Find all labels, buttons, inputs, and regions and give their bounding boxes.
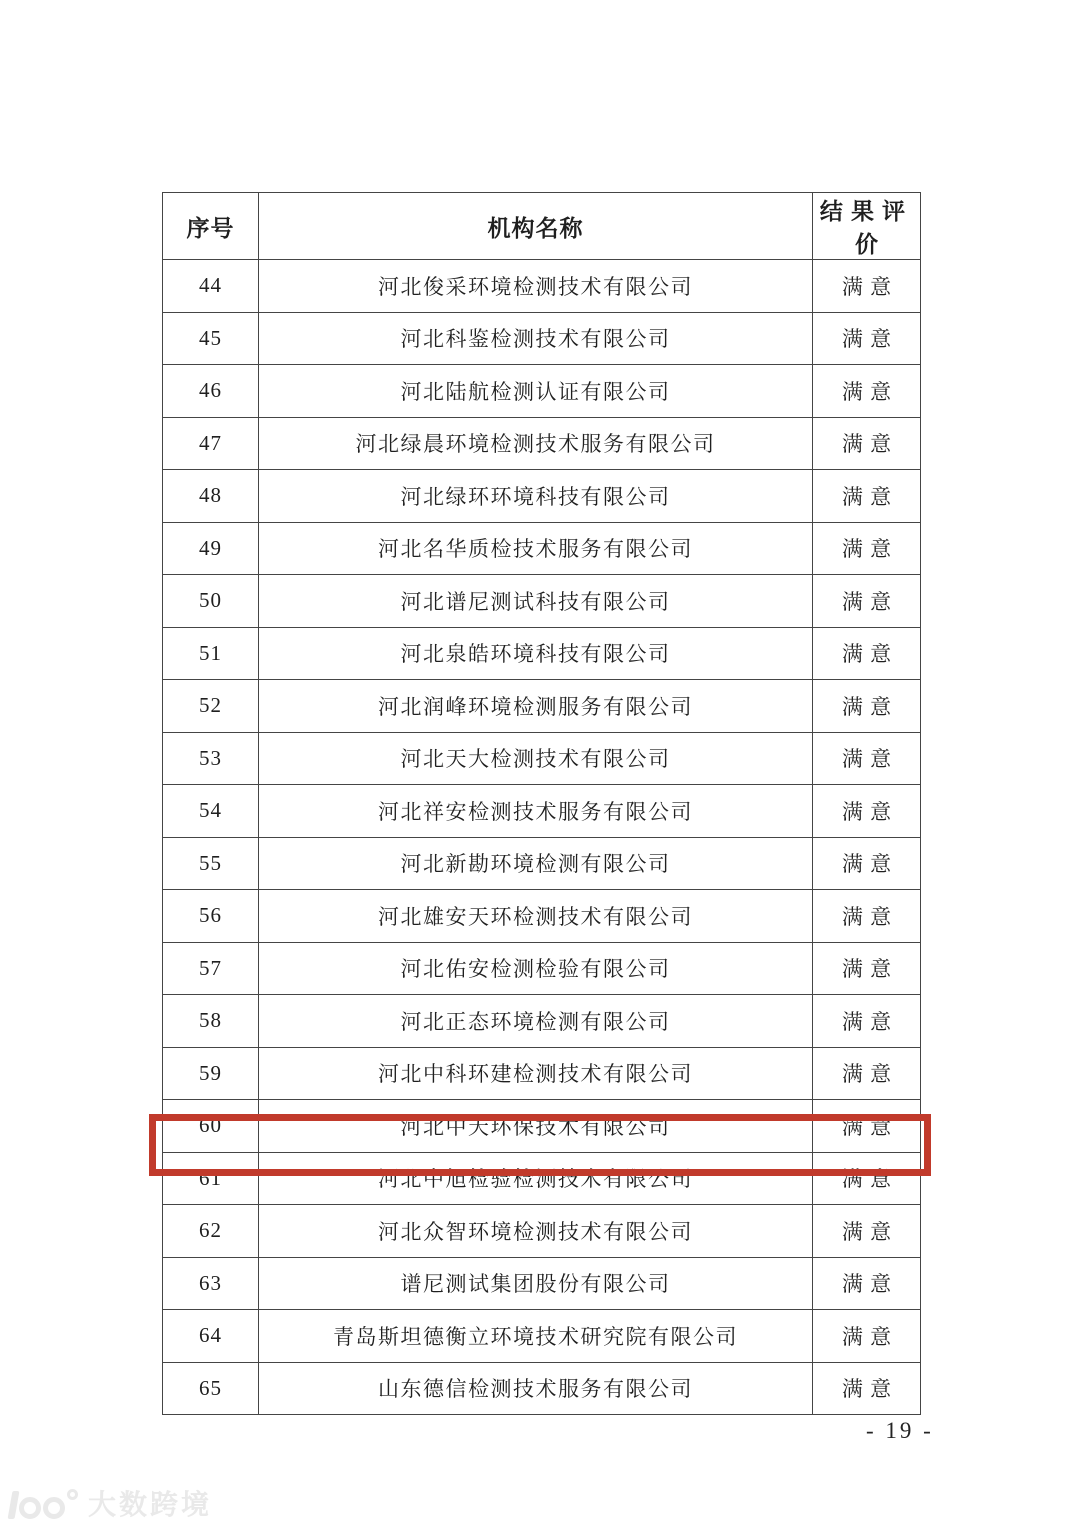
cell-institution-name xyxy=(259,1047,813,1100)
cell-result-evaluation xyxy=(813,1047,921,1100)
table-row xyxy=(163,1152,921,1205)
result-evaluation-text: 满意 xyxy=(841,589,899,614)
cell-result-evaluation xyxy=(813,890,921,943)
cell-institution-name xyxy=(259,627,813,680)
cell-institution-name xyxy=(259,260,813,313)
cell-serial-number: 45 xyxy=(163,312,259,365)
cell-institution-name xyxy=(259,890,813,943)
cell-result-evaluation xyxy=(813,680,921,733)
cell-result-evaluation xyxy=(813,1100,921,1153)
cell-institution-name xyxy=(259,1362,813,1415)
table-row xyxy=(163,417,921,470)
result-evaluation-text: 满意 xyxy=(841,642,899,667)
table-header-row xyxy=(163,193,921,260)
table-row xyxy=(163,470,921,523)
cell-serial-number: 58 xyxy=(163,995,259,1048)
institution-name-text: 山东德信检测技术服务有限公司 xyxy=(378,1377,693,1402)
cell-institution-name xyxy=(259,575,813,628)
cell-institution-name xyxy=(259,417,813,470)
cell-serial-number: 59 xyxy=(163,1047,259,1100)
table-row xyxy=(163,942,921,995)
cell-institution-name xyxy=(259,1100,813,1153)
cell-serial-number: 64 xyxy=(163,1310,259,1363)
result-evaluation-text: 满意 xyxy=(841,1062,899,1087)
result-evaluation-text: 满意 xyxy=(841,1272,899,1297)
institution-name-text: 河北名华质检技术服务有限公司 xyxy=(378,537,693,562)
result-evaluation-text: 满意 xyxy=(841,432,899,457)
cell-serial-number: 60 xyxy=(163,1100,259,1153)
institution-name-text: 河北泉皓环境科技有限公司 xyxy=(400,642,671,667)
result-evaluation-text: 满意 xyxy=(841,904,899,929)
institution-name-text: 河北祥安检测技术服务有限公司 xyxy=(378,799,693,824)
cell-serial-number: 61 xyxy=(163,1152,259,1205)
result-evaluation-text: 满意 xyxy=(841,327,899,352)
result-evaluation-text: 满意 xyxy=(841,537,899,562)
cell-result-evaluation xyxy=(813,942,921,995)
cell-institution-name xyxy=(259,470,813,523)
table-row xyxy=(163,575,921,628)
institution-name-text: 河北谱尼测试科技有限公司 xyxy=(400,589,671,614)
institution-name-text: 河北正态环境检测有限公司 xyxy=(400,1009,671,1034)
column-header-institution-name: 机构名称 xyxy=(259,193,813,260)
institution-name-text: 河北佑安检测检验有限公司 xyxy=(400,957,671,982)
cell-institution-name xyxy=(259,680,813,733)
cell-serial-number: 47 xyxy=(163,417,259,470)
table-row xyxy=(163,1362,921,1415)
institution-name-text: 河北润峰环境检测服务有限公司 xyxy=(378,694,693,719)
table-row xyxy=(163,890,921,943)
cell-serial-number: 49 xyxy=(163,522,259,575)
cell-result-evaluation xyxy=(813,1362,921,1415)
page-number: - 19 - xyxy=(866,1418,934,1443)
cell-institution-name xyxy=(259,522,813,575)
cell-institution-name xyxy=(259,1310,813,1363)
column-header-result-evaluation xyxy=(813,193,921,260)
cell-institution-name xyxy=(259,1257,813,1310)
cell-result-evaluation xyxy=(813,365,921,418)
table-row xyxy=(163,1205,921,1258)
result-evaluation-text: 满意 xyxy=(841,379,899,404)
institution-name-text: 河北新勘环境检测有限公司 xyxy=(400,852,671,877)
column-header-result-label: 结果评价 xyxy=(819,199,914,257)
result-evaluation-text: 满意 xyxy=(841,1324,899,1349)
cell-result-evaluation xyxy=(813,575,921,628)
dashukuajing-watermark xyxy=(10,1483,212,1523)
cell-serial-number: 65 xyxy=(163,1362,259,1415)
institution-name-text: 河北中科环建检测技术有限公司 xyxy=(378,1062,693,1087)
result-evaluation-text: 满意 xyxy=(841,799,899,824)
cell-result-evaluation xyxy=(813,995,921,1048)
institution-name-text: 河北众智环境检测技术有限公司 xyxy=(378,1219,693,1244)
result-evaluation-text: 满意 xyxy=(841,747,899,772)
cell-result-evaluation xyxy=(813,470,921,523)
cell-serial-number: 63 xyxy=(163,1257,259,1310)
table-row xyxy=(163,627,921,680)
table-row xyxy=(163,365,921,418)
institution-name-text: 河北俊采环境检测技术有限公司 xyxy=(378,274,693,299)
cell-serial-number: 48 xyxy=(163,470,259,523)
cell-institution-name xyxy=(259,785,813,838)
cell-result-evaluation xyxy=(813,732,921,785)
institution-name-text: 青岛斯坦德衡立环境技术研究院有限公司 xyxy=(333,1324,738,1349)
cell-result-evaluation xyxy=(813,417,921,470)
cell-institution-name xyxy=(259,837,813,890)
institution-name-text: 河北陆航检测认证有限公司 xyxy=(400,379,671,404)
cell-result-evaluation xyxy=(813,260,921,313)
cell-serial-number: 56 xyxy=(163,890,259,943)
table-row xyxy=(163,1047,921,1100)
table-row xyxy=(163,732,921,785)
table-row xyxy=(163,1100,921,1153)
cell-serial-number: 52 xyxy=(163,680,259,733)
institution-name-text: 河北雄安天环检测技术有限公司 xyxy=(378,904,693,929)
cell-serial-number: 51 xyxy=(163,627,259,680)
table-row xyxy=(163,260,921,313)
result-evaluation-text: 满意 xyxy=(841,957,899,982)
column-header-serial-number: 序号 xyxy=(163,193,259,260)
table-row xyxy=(163,837,921,890)
institution-name-text: 河北绿环环境科技有限公司 xyxy=(400,484,671,509)
cell-serial-number: 57 xyxy=(163,942,259,995)
result-evaluation-text: 满意 xyxy=(841,1167,899,1192)
result-evaluation-text: 满意 xyxy=(841,852,899,877)
cell-institution-name xyxy=(259,1205,813,1258)
result-evaluation-text: 满意 xyxy=(841,484,899,509)
table-row xyxy=(163,785,921,838)
table-row xyxy=(163,1310,921,1363)
result-evaluation-text: 满意 xyxy=(841,274,899,299)
cell-serial-number: 62 xyxy=(163,1205,259,1258)
logo-digit-one xyxy=(8,1491,20,1519)
logo-ring-icon xyxy=(43,1497,65,1519)
result-evaluation-text: 满意 xyxy=(841,1114,899,1139)
cell-serial-number: 54 xyxy=(163,785,259,838)
result-evaluation-text: 满意 xyxy=(841,1377,899,1402)
results-table-body xyxy=(163,260,921,1415)
cell-result-evaluation xyxy=(813,1310,921,1363)
cell-result-evaluation xyxy=(813,1152,921,1205)
table-row xyxy=(163,995,921,1048)
institution-name-text: 河北科鉴检测技术有限公司 xyxy=(400,327,671,352)
cell-serial-number: 53 xyxy=(163,732,259,785)
table-row xyxy=(163,522,921,575)
institution-name-text: 谱尼测试集团股份有限公司 xyxy=(400,1272,671,1297)
institution-name-text: 河北绿晨环境检测技术服务有限公司 xyxy=(355,432,716,457)
cell-serial-number: 55 xyxy=(163,837,259,890)
watermark-text: 大数跨境 xyxy=(88,1489,213,1520)
cell-result-evaluation xyxy=(813,837,921,890)
table-row xyxy=(163,680,921,733)
table-row xyxy=(163,1257,921,1310)
cell-result-evaluation xyxy=(813,627,921,680)
cell-institution-name xyxy=(259,942,813,995)
cell-serial-number: 50 xyxy=(163,575,259,628)
cell-result-evaluation xyxy=(813,785,921,838)
cell-result-evaluation xyxy=(813,1205,921,1258)
cell-serial-number: 44 xyxy=(163,260,259,313)
dashukuajing-100-logo-icon xyxy=(10,1487,78,1519)
institution-name-text: 河北中天环保技术有限公司 xyxy=(400,1114,671,1139)
cell-institution-name xyxy=(259,312,813,365)
evaluation-results-table xyxy=(162,192,921,1415)
logo-ring-icon xyxy=(19,1497,41,1519)
table-row xyxy=(163,312,921,365)
cell-result-evaluation xyxy=(813,312,921,365)
cell-serial-number: 46 xyxy=(163,365,259,418)
logo-small-ring-icon xyxy=(67,1489,78,1500)
result-evaluation-text: 满意 xyxy=(841,1219,899,1244)
cell-institution-name xyxy=(259,1152,813,1205)
cell-institution-name xyxy=(259,732,813,785)
result-evaluation-text: 满意 xyxy=(841,1009,899,1034)
institution-name-text: 河北中旭检验检测技术有限公司 xyxy=(378,1167,693,1192)
cell-institution-name xyxy=(259,365,813,418)
result-evaluation-text: 满意 xyxy=(841,694,899,719)
cell-result-evaluation xyxy=(813,522,921,575)
cell-institution-name xyxy=(259,995,813,1048)
cell-result-evaluation xyxy=(813,1257,921,1310)
institution-name-text: 河北天大检测技术有限公司 xyxy=(400,747,671,772)
